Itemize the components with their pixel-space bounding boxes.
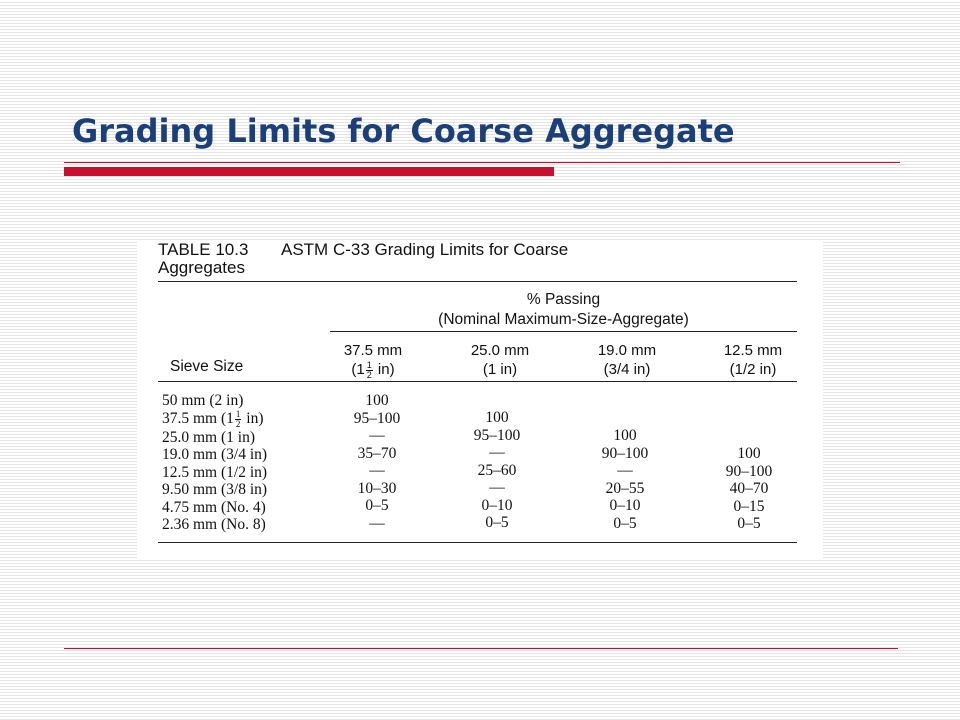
col-header-25-0-mm: 25.0 mm: [470, 342, 530, 359]
value-cell: 95–100: [473, 426, 521, 444]
col-header-12-5-mm: 12.5 mm: [723, 342, 783, 359]
sieve-row: 25.0 mm (1 in): [162, 428, 255, 446]
value-cell: 100: [613, 427, 637, 444]
col-header-37-5-in: (1 $\frac{1}{2}$ in): [351, 359, 395, 380]
value-cell: 0–5: [485, 514, 509, 531]
col-header-12-5-in: (1/2 in): [729, 361, 777, 378]
col-header-37-5-mm: 37.5 mm: [343, 342, 403, 359]
value-cell: 90–100: [601, 444, 649, 462]
sieve-row: 19.0 mm (3/4 in): [162, 446, 268, 463]
value-cell: 0–5: [613, 514, 637, 532]
value-cell: 35–70: [357, 444, 397, 462]
table-bottom-rule: [158, 542, 797, 543]
value-cell: 10–30: [357, 479, 397, 497]
title-underline-thin: [64, 162, 900, 163]
footer-rule: [64, 648, 898, 649]
value-cell: —: [369, 514, 385, 532]
value-cell: 25–60: [477, 461, 517, 479]
value-cell: 0–5: [365, 497, 389, 514]
table-number: TABLE 10.3: [158, 240, 249, 259]
values-37-5-mm: [347, 392, 407, 532]
value-cell: 90–100: [725, 462, 773, 480]
sieve-row: 12.5 mm (1/2 in): [162, 463, 268, 481]
table-title-continued: Aggregates: [158, 258, 245, 277]
header-bottom-rule: [158, 381, 797, 382]
col-header-25-0-in: (1 in): [482, 361, 518, 378]
sieve-row: 4.75 mm (No. 4): [162, 498, 266, 516]
values-12-5-mm: [719, 445, 779, 533]
fraction-one-half: $\frac{1}{2}$: [366, 359, 372, 380]
slide-title: Grading Limits for Coarse Aggregate: [72, 112, 735, 150]
value-cell: 0–10: [609, 497, 641, 514]
sieve-row: 9.50 mm (3/8 in): [162, 481, 268, 498]
value-cell: 20–55: [605, 479, 645, 497]
value-cell: —: [489, 444, 505, 461]
values-25-0-mm: [467, 409, 527, 532]
values-19-0-mm: [595, 427, 655, 532]
astm-grading-table: [137, 240, 823, 558]
nominal-max-size-header: (Nominal Maximum-Size-Aggregate): [438, 311, 689, 328]
passing-group-rule: [330, 331, 797, 332]
value-cell: 0–10: [481, 496, 513, 514]
fraction-one-half: $\frac{1}{2}$: [235, 408, 241, 429]
value-cell: 40–70: [729, 480, 769, 497]
value-cell: 0–5: [737, 515, 761, 532]
col-header-19-0-in: (3/4 in): [603, 361, 651, 378]
table-title: ASTM C-33 Grading Limits for Coarse: [281, 240, 569, 259]
percent-passing-header: % Passing: [526, 291, 601, 308]
sieve-size-header: Sieve Size: [170, 358, 244, 375]
value-cell: —: [489, 479, 505, 496]
value-cell: 0–15: [733, 497, 765, 515]
value-cell: 100: [485, 409, 509, 426]
value-cell: —: [617, 462, 633, 479]
sieve-row: 37.5 mm (1 $\frac{1}{2}$ in): [162, 408, 264, 429]
value-cell: —: [369, 427, 385, 444]
value-cell: —: [369, 462, 385, 479]
sieve-size-list: [162, 392, 267, 534]
value-cell: 95–100: [353, 409, 401, 427]
table-top-rule: [158, 281, 797, 282]
col-header-19-0-mm: 19.0 mm: [597, 342, 657, 359]
sieve-row: 2.36 mm (No. 8): [162, 516, 266, 533]
sieve-row: 50 mm (2 in): [162, 392, 244, 409]
title-underline-bar: [64, 167, 554, 176]
value-cell: 100: [365, 392, 389, 409]
value-cell: 100: [737, 445, 761, 462]
